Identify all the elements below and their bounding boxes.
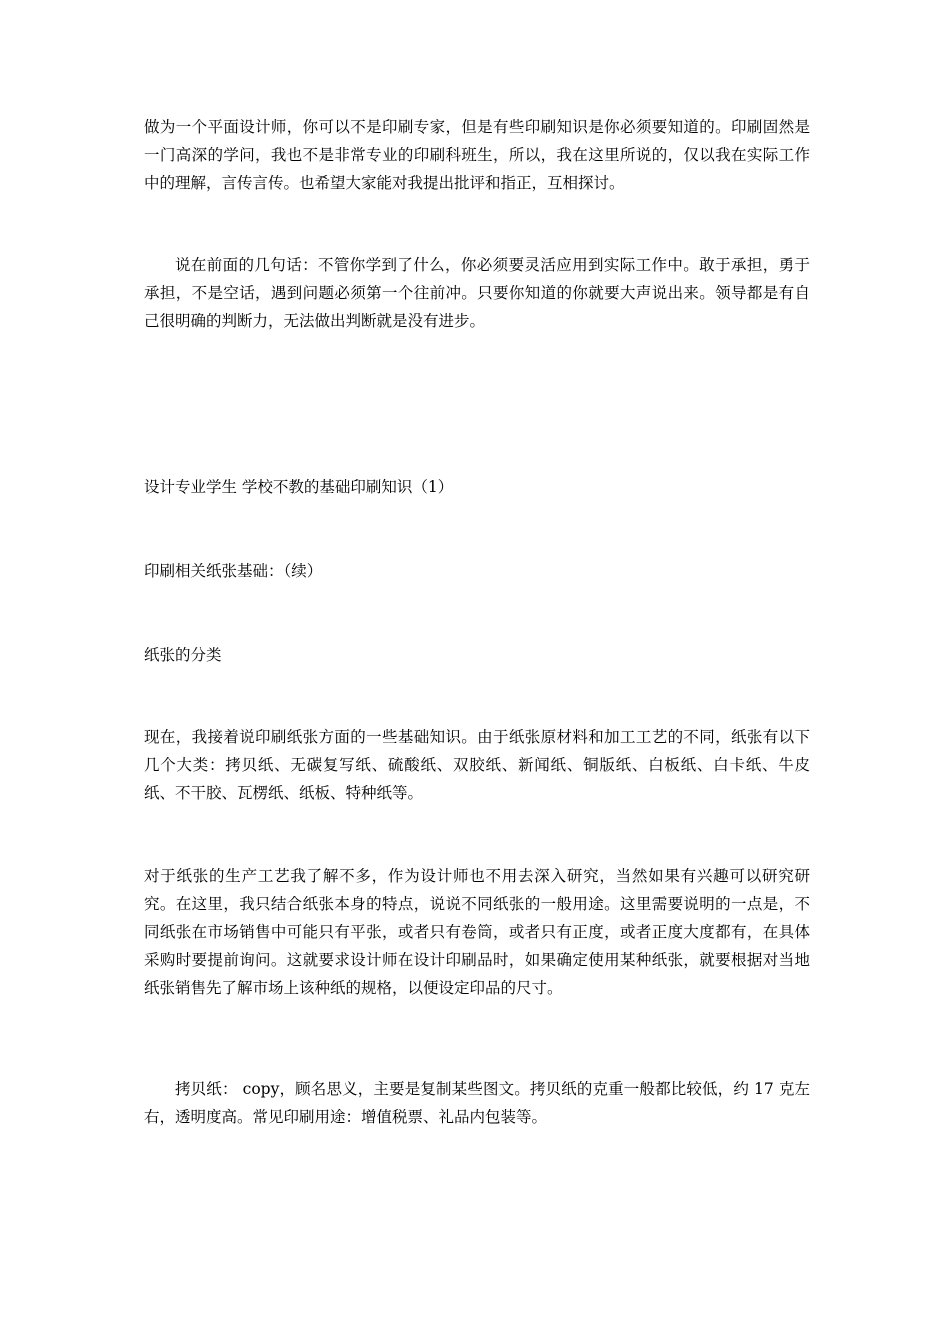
article-title: 设计专业学生 学校不教的基础印刷知识（1） — [144, 478, 454, 496]
intro-paragraph: 做为一个平面设计师，你可以不是印刷专家，但是有些印刷知识是你必须要知道的。印刷固然是一门高深的学问，我也不是非常专业的印刷科班生，所以，我在这里所说的，仅以我在实际工作中的理解，言传言传。也希望大家能对我提出批评和指正，互相探讨。 — [144, 118, 810, 192]
paper-types-paragraph: 现在，我接着说印刷纸张方面的一些基础知识。由于纸张原材料和加工工艺的不同，纸张有以下几个大类：拷贝纸、无碳复写纸、硫酸纸、双胶纸、新闻纸、铜版纸、白板纸、白卡纸、牛皮纸、不干胶、瓦楞纸、纸板、特种纸等。 — [144, 728, 810, 802]
copy-paper-paragraph: 拷贝纸： copy，顾名思义，主要是复制某些图文。拷贝纸的克重一般都比较低，约 17 克左右，透明度高。常见印刷用途：增值税票、礼品内包装等。 — [144, 1080, 810, 1126]
preface-paragraph: 说在前面的几句话：不管你学到了什么，你必须要灵活应用到实际工作中。敢于承担，勇于承担，不是空话，遇到问题必须第一个往前冲。只要你知道的你就要大声说出来。领导都是有自己很明确的判断力，无法做出判断就是没有进步。 — [144, 256, 810, 330]
section-heading: 印刷相关纸张基础：（续） — [144, 562, 323, 580]
production-paragraph: 对于纸张的生产工艺我了解不多，作为设计师也不用去深入研究，当然如果有兴趣可以研究研究。在这里，我只结合纸张本身的特点，说说不同纸张的一般用途。这里需要说明的一点是，不同纸张在市场销售中可能只有平张，或者只有卷筒，或者只有正度，或者正度大度都有，在具体采购时要提前询问。这就要求设计师在设计印刷品时，如果确定使用某种纸张，就要根据对当地纸张销售先了解市场上该种纸的规格，以便设定印品的尺寸。 — [144, 867, 810, 997]
subsection-heading: 纸张的分类 — [144, 646, 222, 664]
